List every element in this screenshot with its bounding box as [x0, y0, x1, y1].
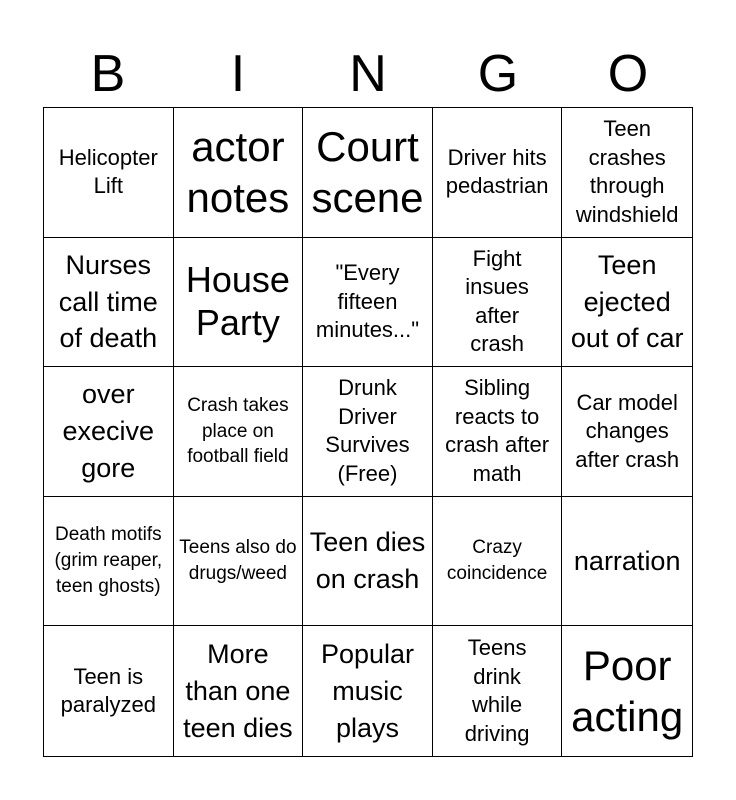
- cell-text: narration: [573, 545, 681, 576]
- header-letter-b: B: [90, 45, 126, 103]
- cell-text: More than one teen dies: [183, 639, 293, 743]
- cell-text: Teens also do drugs/weed: [179, 537, 297, 585]
- bingo-header: [43, 40, 693, 108]
- cell-text: Crash takes place on football field: [187, 394, 289, 468]
- bingo-cell-r2-c5[interactable]: [562, 238, 692, 368]
- cell-text: Teen ejected out of car: [570, 249, 684, 354]
- cell-text: Court scene: [311, 123, 424, 222]
- header-letter-g: G: [477, 45, 519, 103]
- cell-text: Teen dies on crash: [309, 527, 426, 595]
- cell-text: Fight insues after crash: [465, 245, 529, 357]
- bingo-cell-r2-c2[interactable]: [174, 238, 304, 368]
- cell-text: House Party: [185, 259, 290, 343]
- cell-text: Nurses call time of death: [58, 249, 158, 354]
- cell-text: Teen crashes through windshield: [575, 116, 679, 227]
- cell-text: Crazy coincidence: [446, 537, 548, 585]
- cell-text: Teen is paralyzed: [60, 663, 156, 718]
- bingo-cell-r2-c3[interactable]: [303, 238, 433, 368]
- bingo-cell-r2-c1[interactable]: [44, 238, 174, 368]
- cell-text: Driver hits pedastrian: [445, 144, 549, 199]
- bingo-cell-r3-c4[interactable]: [433, 367, 563, 497]
- cell-text: actor notes: [186, 123, 290, 222]
- header-letter-n: N: [349, 45, 387, 103]
- bingo-cell-r3-c5[interactable]: [562, 367, 692, 497]
- cell-text: Death motifs (grim reaper, teen ghosts): [54, 524, 163, 597]
- bingo-board: [43, 107, 693, 757]
- bingo-cell-r5-c2[interactable]: [174, 626, 304, 756]
- bingo-cell-r2-c4[interactable]: [433, 238, 563, 368]
- bingo-cell-r1-c3[interactable]: [303, 108, 433, 238]
- cell-text: Popular music plays: [320, 639, 415, 743]
- bingo-cell-r4-c4[interactable]: [433, 497, 563, 627]
- bingo-cell-r5-c1[interactable]: [44, 626, 174, 756]
- header-letter-o: O: [607, 45, 649, 103]
- bingo-cell-r5-c4[interactable]: [433, 626, 563, 756]
- bingo-cell-r4-c2[interactable]: [174, 497, 304, 627]
- cell-text: over execive gore: [62, 379, 155, 483]
- cell-text: Sibling reacts to crash after math: [445, 375, 550, 487]
- header-letter-i: I: [230, 45, 246, 103]
- cell-text: Car model changes after crash: [575, 389, 680, 472]
- bingo-cell-r3-c1[interactable]: [44, 367, 174, 497]
- bingo-cell-r1-c4[interactable]: [433, 108, 563, 238]
- bingo-cell-r5-c5[interactable]: [562, 626, 692, 756]
- bingo-cell-r1-c2[interactable]: [174, 108, 304, 238]
- cell-text: Poor acting: [571, 641, 684, 741]
- bingo-cell-r1-c5[interactable]: [562, 108, 692, 238]
- cell-text: Drunk Driver Survives (Free): [325, 375, 410, 487]
- bingo-cell-r5-c3[interactable]: [303, 626, 433, 756]
- bingo-cell-r4-c5[interactable]: [562, 497, 692, 627]
- cell-text: Teens drink while driving: [464, 635, 530, 746]
- bingo-cell-r1-c1[interactable]: [44, 108, 174, 238]
- bingo-cell-r3-c2[interactable]: [174, 367, 304, 497]
- bingo-cell-r3-c3[interactable]: [303, 367, 433, 497]
- cell-text: "Every fifteen minutes...": [315, 260, 420, 343]
- bingo-cell-r4-c1[interactable]: [44, 497, 174, 627]
- bingo-cell-r4-c3[interactable]: [303, 497, 433, 627]
- cell-text: Helicopter Lift: [58, 144, 158, 199]
